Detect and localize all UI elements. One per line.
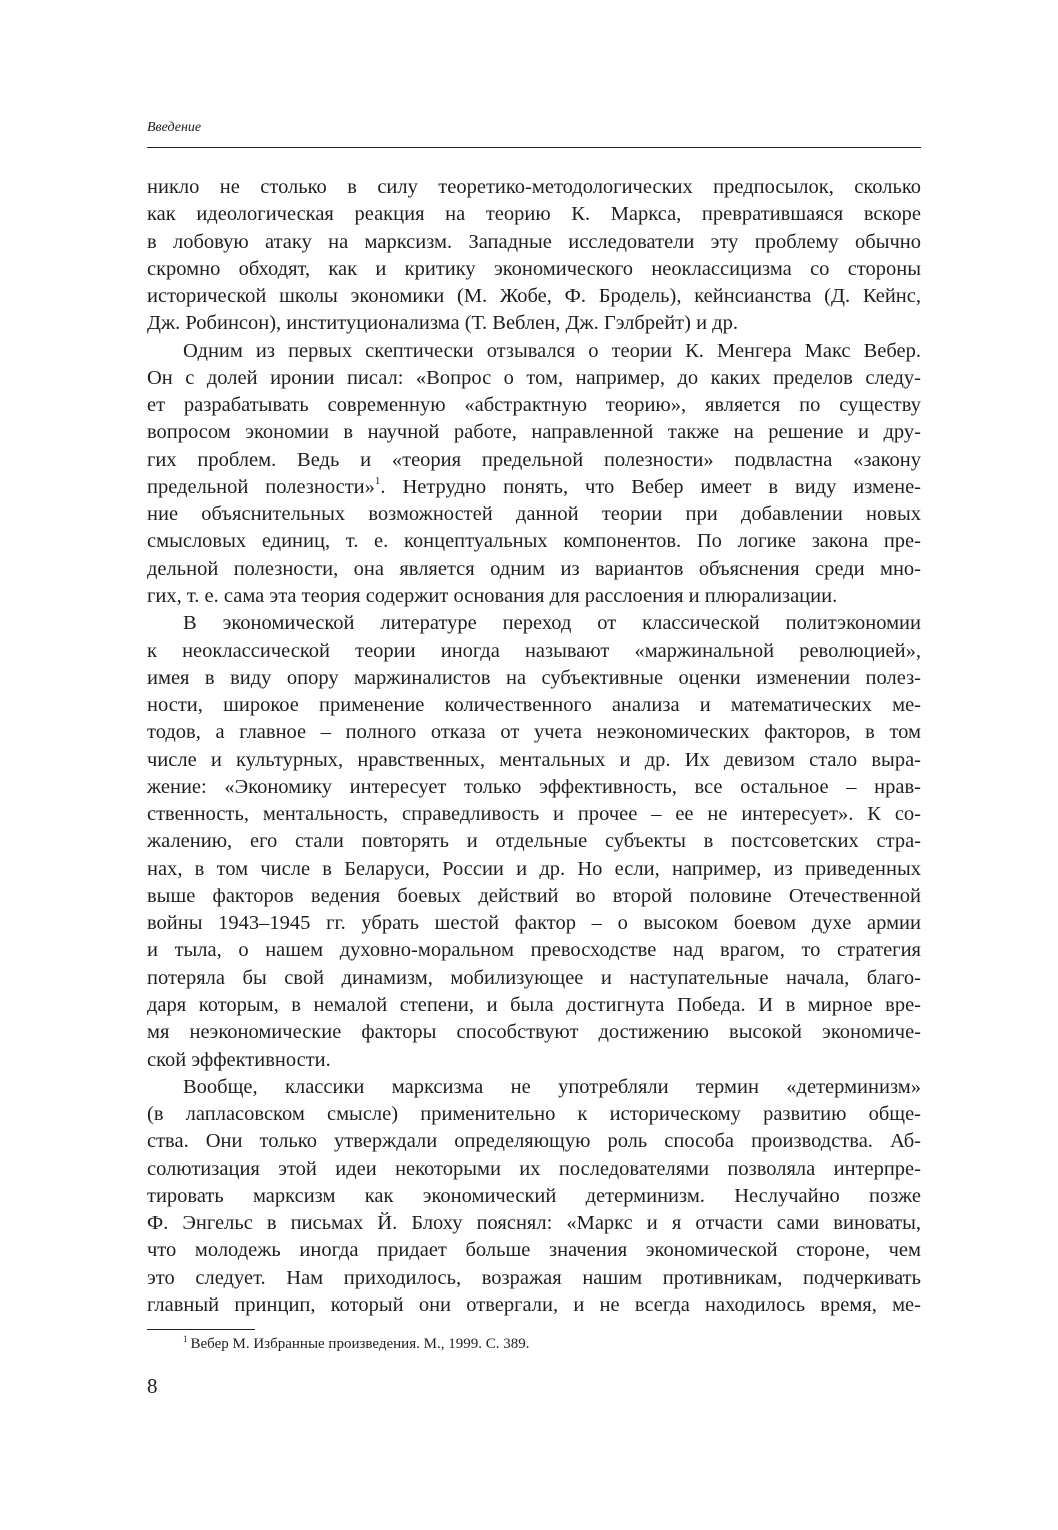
- text-line: даря которым, в немалой степени, и была достигнута Победа. И в мирное вре-: [147, 993, 921, 1016]
- text-line: гих проблем. Ведь и «теория предельной полезности» подвластна «закону: [147, 448, 921, 471]
- body-text: [147, 174, 921, 1319]
- text-line: Вообще, классики марксизма не употребляли термин «детерминизм»: [183, 1075, 921, 1098]
- text-line: исторической школы экономики (М. Жобе, Ф. Бродель), кейнсианства (Д. Кейнс,: [147, 285, 921, 308]
- text-line: потеряла бы свой динамизм, мобилизующее и наступательные начала, благо-: [147, 966, 921, 989]
- text-line: ности, широкое применение количественного анализа и математических ме-: [147, 694, 921, 717]
- text-line: как идеологическая реакция на теорию К. Маркса, превратившаяся вскоре: [147, 203, 921, 226]
- text-line: ской эффективности.: [147, 1048, 331, 1071]
- text-line: ет разрабатывать современную «абстрактную теорию», является по существу: [147, 394, 921, 417]
- header-rule: [147, 147, 921, 148]
- text-line: мя неэкономические факторы способствуют достижению высокой экономиче-: [147, 1021, 921, 1044]
- page-number: 8: [147, 1374, 158, 1398]
- text-line: жение: «Экономику интересует только эффективность, все остальное – нрав-: [147, 775, 921, 798]
- footnote-number: 1: [183, 1334, 188, 1344]
- text-line: числе и культурных, нравственных, ментальных и др. Их девизом стало выра-: [147, 748, 921, 771]
- text-line: никло не столько в силу теоретико-методологических предпосылок, сколько: [147, 176, 921, 198]
- footnote-text: Вебер М. Избранные произведения. М., 1999. С. 389.: [190, 1336, 530, 1352]
- text-line: дельной полезности, она является одним из вариантов объяснения среди мно-: [147, 557, 921, 580]
- text-line-with-footnote: [147, 474, 921, 501]
- text-line: жалению, его стали повторять и отдельные субъекты в постсоветских стра-: [147, 830, 921, 853]
- text-line: имея в виду опору маржиналистов на субъективные оценки изменении полез-: [147, 666, 921, 689]
- text-line: к неоклассической теории иногда называют «маржинальной революцией»,: [147, 639, 921, 662]
- text-line: ства. Они только утверждали определяющую роль способа производства. Аб-: [147, 1130, 921, 1153]
- text-line: гих, т. е. сама эта теория содержит основания для расслоения и плюрализации.: [147, 584, 838, 607]
- text-segment: предельной полезности»: [147, 475, 375, 498]
- text-line: и тыла, о нашем духовно-моральном превосходстве над врагом, то стратегия: [147, 939, 921, 962]
- text-line: это следует. Нам приходилось, возражая нашим противникам, подчеркивать: [147, 1266, 921, 1289]
- text-line: смысловых единиц, т. е. концептуальных компонентов. По логике закона пре-: [147, 530, 921, 553]
- text-line: Одним из первых скептически отзывался о теории К. Менгера Макс Вебер.: [183, 339, 921, 362]
- text-line: В экономической литературе переход от классической политэкономии: [183, 612, 921, 635]
- text-line: нах, в том числе в Беларуси, России и др. Но если, например, из приведенных: [147, 857, 921, 880]
- text-line: ственность, ментальность, справедливость и прочее – ее не интересует». К со-: [147, 803, 921, 826]
- text-line: выше факторов ведения боевых действий во второй половине Отечественной: [147, 884, 921, 907]
- text-line: что молодежь иногда придает больше значения экономической стороне, чем: [147, 1239, 921, 1262]
- text-line: вопросом экономии в научной работе, направленной также на решение и дру-: [147, 421, 921, 444]
- text-line: Ф. Энгельс в письмах Й. Блоху пояснял: «Маркс и я отчасти сами виноваты,: [147, 1212, 921, 1235]
- text-line: Дж. Робинсон), институционализма (Т. Веблен, Дж. Гэлбрейт) и др.: [147, 312, 738, 335]
- text-line: солютизация этой идеи некоторыми их последователями позволяла интерпре-: [147, 1157, 921, 1180]
- running-head: Введение: [147, 120, 202, 135]
- text-line: войны 1943–1945 гг. убрать шестой фактор – о высоком боевом духе армии: [147, 912, 921, 935]
- text-line: тировать марксизм как экономический детерминизм. Неслучайно позже: [147, 1184, 921, 1207]
- footnote-reference[interactable]: 1: [374, 474, 381, 487]
- text-line: ние объяснительных возможностей данной теории при добавлении новых: [147, 503, 921, 526]
- text-line: скромно обходят, как и критику экономического неоклассицизма со стороны: [147, 257, 921, 280]
- text-line: (в лапласовском смысле) применительно к историческому развитию обще-: [147, 1103, 921, 1126]
- text-line: Он с долей иронии писал: «Вопрос о том, например, до каких пределов следу-: [147, 366, 921, 389]
- footnote-rule: [147, 1329, 255, 1330]
- text-segment: . Нетрудно понять, что Вебер имеет в виду измене-: [380, 475, 921, 498]
- footnote: [183, 1333, 529, 1355]
- text-line: тодов, а главное – полного отказа от учета неэкономических факторов, в том: [147, 721, 921, 744]
- text-line: в лобовую атаку на марксизм. Западные исследователи эту проблему обычно: [147, 230, 921, 253]
- text-line: главный принцип, который они отвергали, и не всегда находилось время, ме-: [147, 1293, 921, 1316]
